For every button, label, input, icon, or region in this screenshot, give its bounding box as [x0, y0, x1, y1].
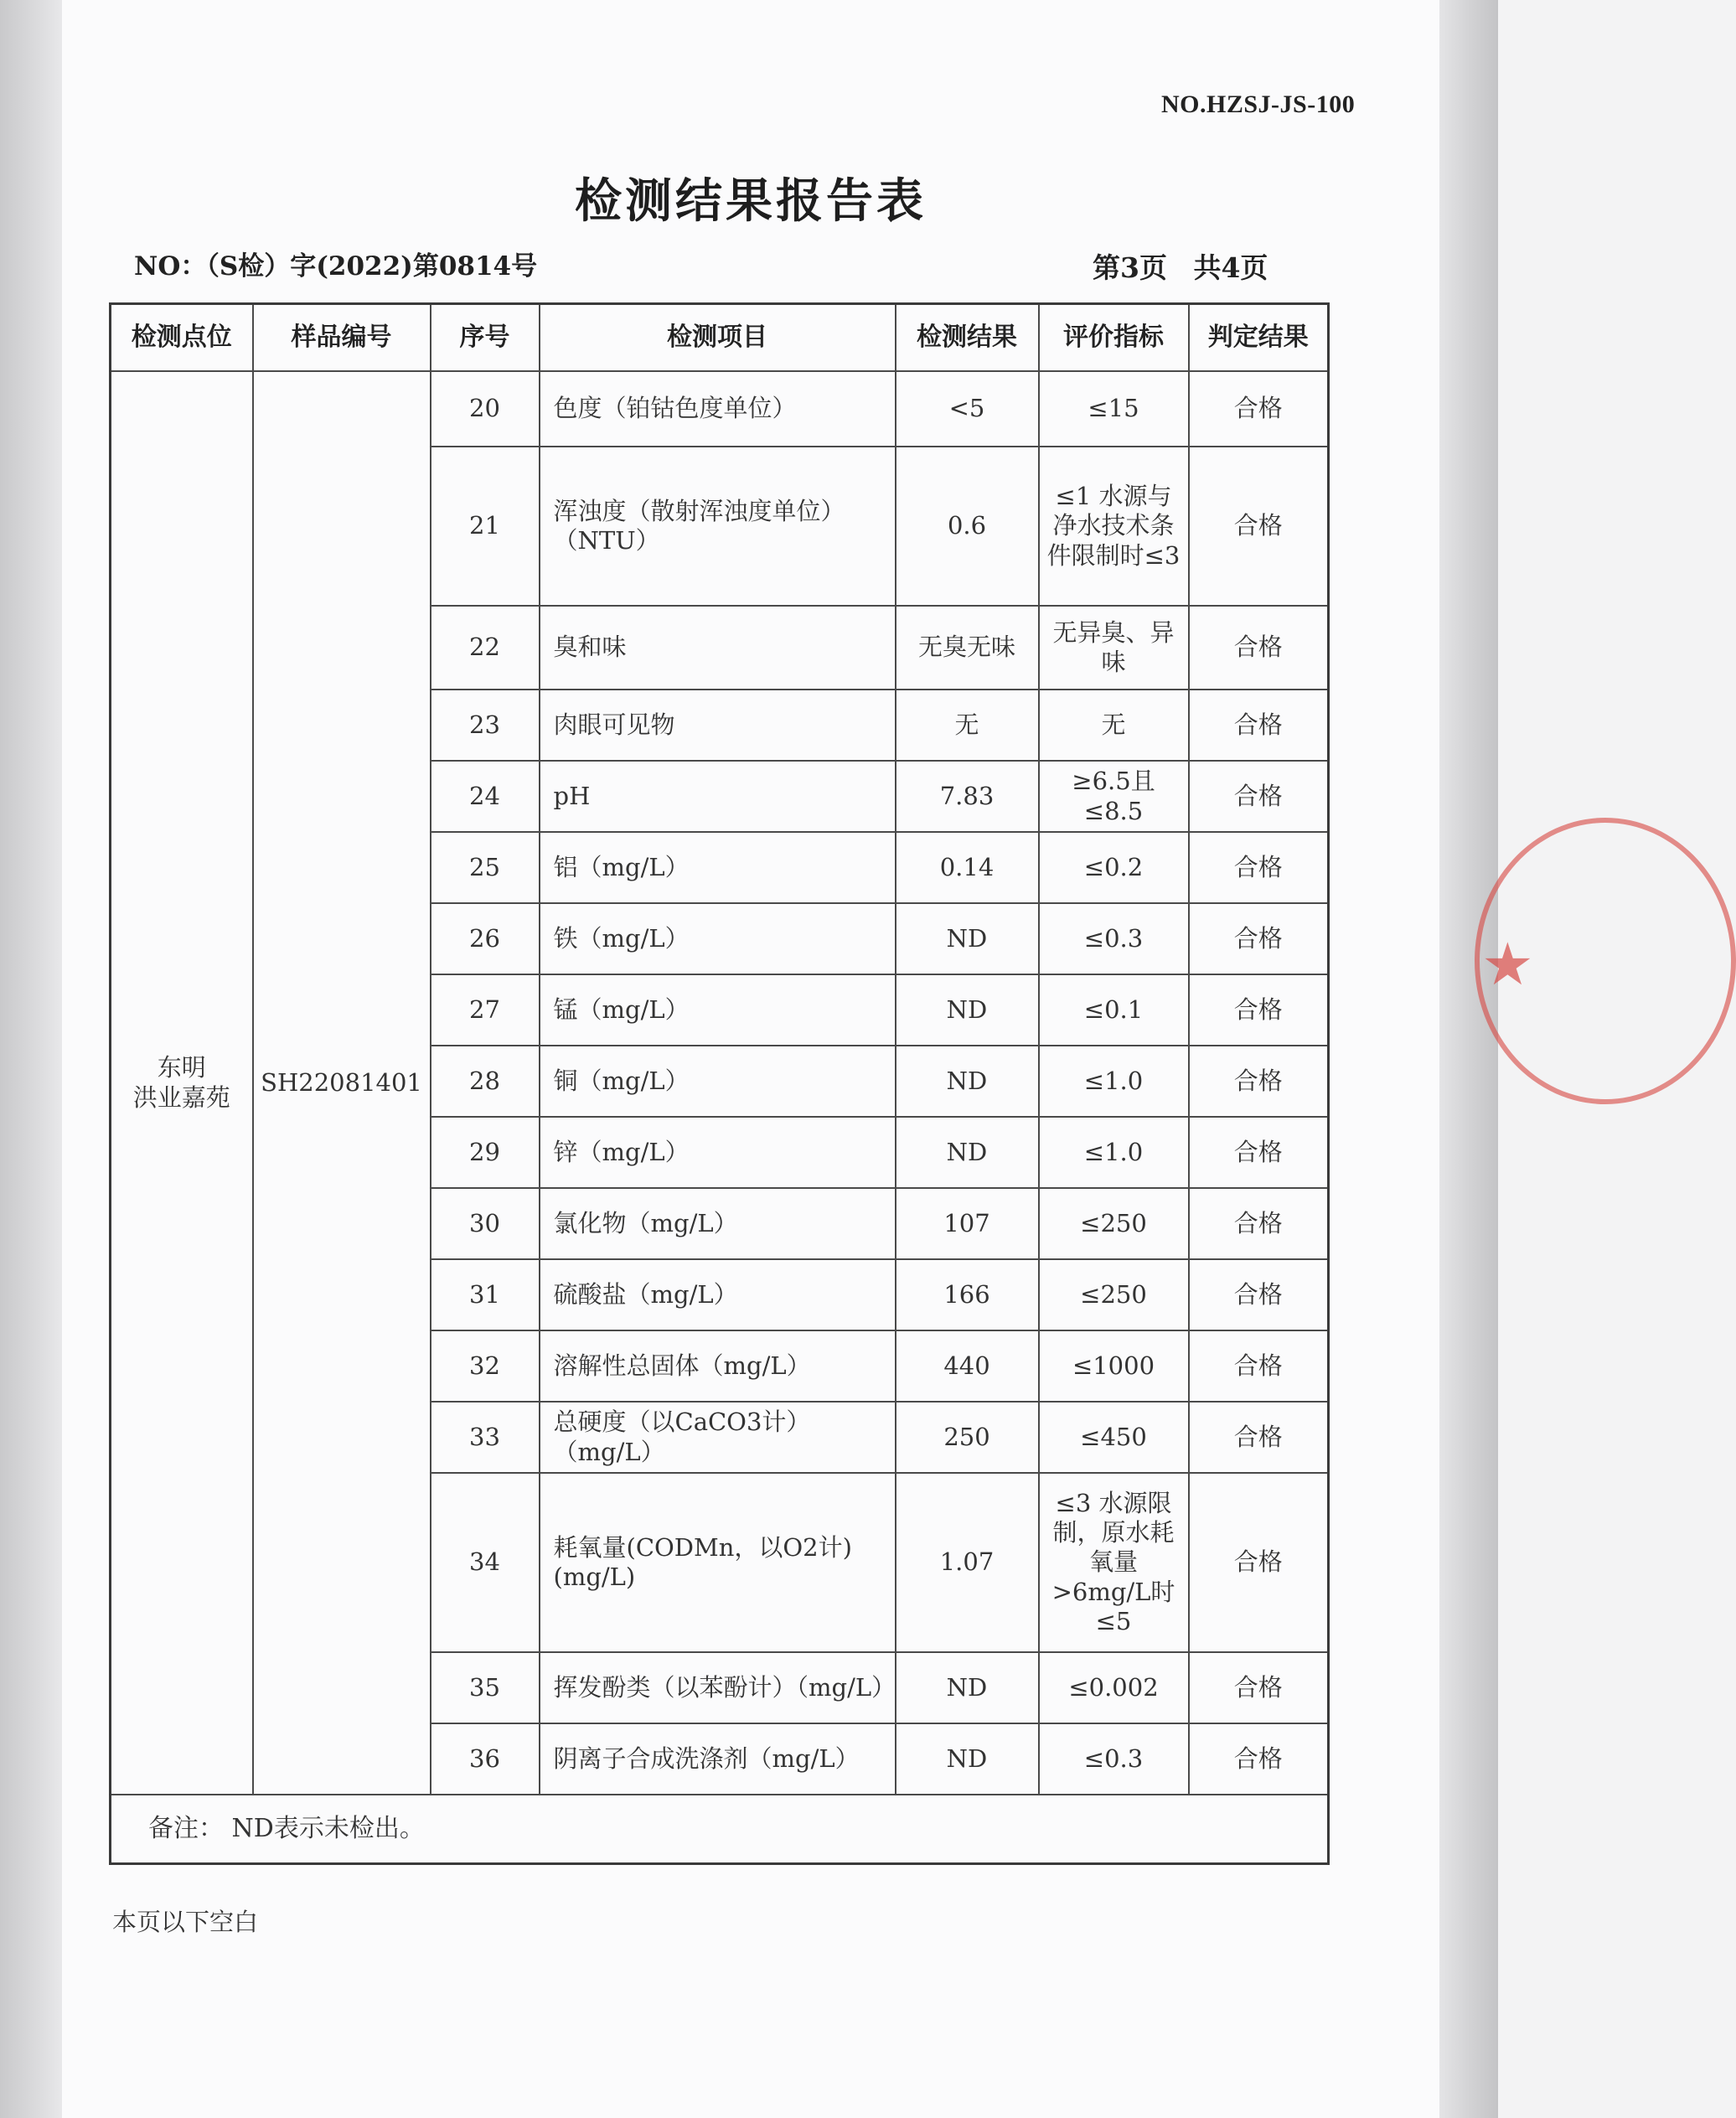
- row-number: 31: [431, 1259, 540, 1330]
- verdict: 合格: [1189, 761, 1329, 832]
- verdict: 合格: [1189, 1259, 1329, 1330]
- test-item: pH: [540, 761, 896, 832]
- column-header: 检测结果: [896, 304, 1039, 372]
- verdict: 合格: [1189, 690, 1329, 761]
- test-result: 1.07: [896, 1473, 1039, 1652]
- column-header: 检测项目: [540, 304, 896, 372]
- row-number: 21: [431, 447, 540, 606]
- test-result: 0.14: [896, 832, 1039, 903]
- test-item: 锌（mg/L）: [540, 1117, 896, 1188]
- evaluation-standard: ≤1000: [1039, 1330, 1189, 1402]
- test-result: ND: [896, 1046, 1039, 1117]
- test-item: 臭和味: [540, 606, 896, 690]
- page-current: 第3页: [1093, 251, 1167, 284]
- row-number: 22: [431, 606, 540, 690]
- report-title: 检测结果报告表: [575, 173, 927, 229]
- row-number: 36: [431, 1723, 540, 1795]
- evaluation-standard: ≤1.0: [1039, 1046, 1189, 1117]
- evaluation-standard: ≤0.002: [1039, 1652, 1189, 1723]
- test-item: 浑浊度（散射浑浊度单位）（NTU）: [540, 447, 896, 606]
- table-header-row: [111, 304, 1329, 372]
- verdict: 合格: [1189, 1046, 1329, 1117]
- evaluation-standard: ≤3 水源限制，原水耗氧量>6mg/L时≤5: [1039, 1473, 1189, 1652]
- verdict: 合格: [1189, 371, 1329, 447]
- report-number: NO：（S检）字(2022)第0814号: [134, 251, 538, 282]
- verdict: 合格: [1189, 974, 1329, 1046]
- test-item: 氯化物（mg/L）: [540, 1188, 896, 1259]
- evaluation-standard: ≥6.5且≤8.5: [1039, 761, 1189, 832]
- evaluation-standard: ≤1.0: [1039, 1117, 1189, 1188]
- blank-below-note: 本页以下空白: [112, 1908, 259, 1936]
- row-number: 20: [431, 371, 540, 447]
- row-number: 35: [431, 1652, 540, 1723]
- row-number: 34: [431, 1473, 540, 1652]
- test-result: 7.83: [896, 761, 1039, 832]
- test-item: 锰（mg/L）: [540, 974, 896, 1046]
- table-row: [111, 371, 1329, 447]
- verdict: 合格: [1189, 1473, 1329, 1652]
- sampling-location-line: 洪业嘉苑: [132, 1082, 230, 1112]
- row-number: 28: [431, 1046, 540, 1117]
- test-result: 无: [896, 690, 1039, 761]
- sampling-location-cell: [111, 371, 253, 1795]
- test-item: 硫酸盐（mg/L）: [540, 1259, 896, 1330]
- column-header: 判定结果: [1189, 304, 1329, 372]
- document-number: NO.HZSJ-JS-100: [1161, 90, 1356, 118]
- sampling-location-line: 东明: [157, 1053, 206, 1082]
- test-item: 溶解性总固体（mg/L）: [540, 1330, 896, 1402]
- remark-note: 备注： ND表示未检出。: [111, 1795, 1329, 1864]
- test-item: 耗氧量(CODMn，以O2计)(mg/L): [540, 1473, 896, 1652]
- evaluation-standard: ≤15: [1039, 371, 1189, 447]
- verdict: 合格: [1189, 606, 1329, 690]
- test-item: 色度（铂钴色度单位）: [540, 371, 896, 447]
- verdict: 合格: [1189, 903, 1329, 974]
- row-number: 33: [431, 1402, 540, 1473]
- report-page: [62, 0, 1534, 2118]
- evaluation-standard: ≤0.1: [1039, 974, 1189, 1046]
- evaluation-standard: ≤0.2: [1039, 832, 1189, 903]
- test-result: 250: [896, 1402, 1039, 1473]
- row-number: 24: [431, 761, 540, 832]
- verdict: 合格: [1189, 1652, 1329, 1723]
- result-table: [109, 302, 1330, 1865]
- column-header: 评价指标: [1039, 304, 1189, 372]
- column-header: 样品编号: [253, 304, 431, 372]
- verdict: 合格: [1189, 1117, 1329, 1188]
- row-number: 26: [431, 903, 540, 974]
- test-result: 107: [896, 1188, 1039, 1259]
- test-item: 铝（mg/L）: [540, 832, 896, 903]
- row-number: 23: [431, 690, 540, 761]
- verdict: 合格: [1189, 447, 1329, 606]
- verdict: 合格: [1189, 832, 1329, 903]
- column-header: 序号: [431, 304, 540, 372]
- test-item: 肉眼可见物: [540, 690, 896, 761]
- test-item: 铁（mg/L）: [540, 903, 896, 974]
- test-result: 166: [896, 1259, 1039, 1330]
- test-item: 铜（mg/L）: [540, 1046, 896, 1117]
- column-header: 检测点位: [111, 304, 253, 372]
- test-result: ND: [896, 974, 1039, 1046]
- page-total: 共4页: [1193, 251, 1268, 284]
- test-result: 0.6: [896, 447, 1039, 606]
- scan-left-edge: [0, 0, 62, 2118]
- sample-id-cell: SH22081401: [253, 371, 431, 1795]
- row-number: 30: [431, 1188, 540, 1259]
- verdict: 合格: [1189, 1723, 1329, 1795]
- evaluation-standard: ≤250: [1039, 1188, 1189, 1259]
- evaluation-standard: ≤0.3: [1039, 1723, 1189, 1795]
- remark-row: [111, 1795, 1329, 1864]
- row-number: 32: [431, 1330, 540, 1402]
- test-item: 阴离子合成洗涤剂（mg/L）: [540, 1723, 896, 1795]
- test-item: 总硬度（以CaCO3计）（mg/L）: [540, 1402, 896, 1473]
- seal-star-icon: ★: [1481, 930, 1534, 999]
- test-result: <5: [896, 371, 1039, 447]
- evaluation-standard: ≤450: [1039, 1402, 1189, 1473]
- row-number: 27: [431, 974, 540, 1046]
- test-item: 挥发酚类（以苯酚计）（mg/L）: [540, 1652, 896, 1723]
- test-result: 440: [896, 1330, 1039, 1402]
- evaluation-standard: 无异臭、异味: [1039, 606, 1189, 690]
- test-result: ND: [896, 1723, 1039, 1795]
- verdict: 合格: [1189, 1402, 1329, 1473]
- test-result: ND: [896, 903, 1039, 974]
- test-result: 无臭无味: [896, 606, 1039, 690]
- evaluation-standard: ≤0.3: [1039, 903, 1189, 974]
- row-number: 29: [431, 1117, 540, 1188]
- official-seal-fragment: [1475, 809, 1534, 1128]
- verdict: 合格: [1189, 1188, 1329, 1259]
- evaluation-standard: ≤250: [1039, 1259, 1189, 1330]
- verdict: 合格: [1189, 1330, 1329, 1402]
- test-result: ND: [896, 1652, 1039, 1723]
- evaluation-standard: ≤1 水源与净水技术条件限制时≤3: [1039, 447, 1189, 606]
- row-number: 25: [431, 832, 540, 903]
- evaluation-standard: 无: [1039, 690, 1189, 761]
- test-result: ND: [896, 1117, 1039, 1188]
- page-indicator: [1093, 246, 1268, 286]
